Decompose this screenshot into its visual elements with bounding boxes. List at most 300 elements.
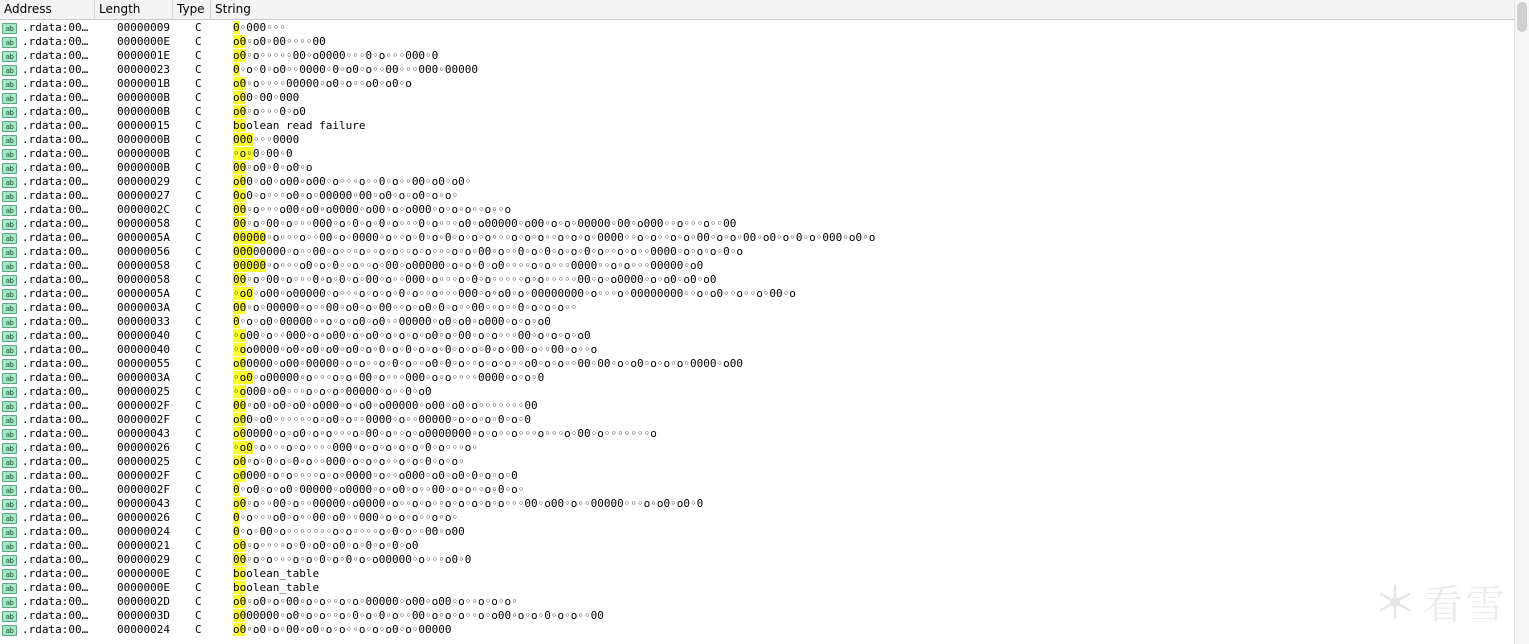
cell-type: C (195, 161, 202, 174)
cell-address: .rdata:00… (22, 63, 89, 76)
cell-string (231, 385, 1529, 399)
cell-string (231, 455, 1529, 469)
string-type-icon-cell (0, 497, 20, 511)
cell-type: C (195, 497, 202, 510)
search-match-highlight: 00 (233, 273, 247, 286)
column-header-address[interactable]: Address (0, 0, 95, 20)
cell-string (231, 623, 1529, 637)
abc-string-icon: ab (2, 23, 17, 34)
search-match-highlight: o0 (233, 427, 247, 440)
cell-address: .rdata:00… (22, 371, 89, 384)
abc-string-icon: ab (2, 65, 17, 76)
cell-address: .rdata:00… (22, 581, 89, 594)
search-match-highlight: ◦o (233, 329, 247, 342)
table-row[interactable] (0, 133, 1529, 147)
string-remainder: ◦o0◦o◦00◦o0◦o◦o◦◦o◦o◦o0◦o◦00000 (246, 623, 452, 636)
table-row[interactable] (0, 427, 1529, 441)
cell-type: C (195, 525, 202, 538)
string-type-icon-cell (0, 567, 20, 581)
cell-address: .rdata:00… (22, 483, 89, 496)
string-remainder: ◦o0◦o0◦o0◦o000◦o◦o0◦o00000◦o00◦o0◦o◦◦◦◦◦◦◦00 (246, 399, 538, 412)
column-header-type[interactable]: Type (173, 0, 211, 20)
cell-address: .rdata:00… (22, 329, 89, 342)
cell-address: .rdata:00… (22, 49, 89, 62)
string-type-icon-cell (0, 427, 20, 441)
cell-address: .rdata:00… (22, 357, 89, 370)
table-row[interactable] (0, 259, 1529, 273)
string-remainder: ◦o◦◦◦◦00000◦o0◦o◦◦o0◦o0◦o (246, 77, 412, 90)
cell-length: 00000043 (117, 497, 170, 510)
string-type-icon-cell (0, 217, 20, 231)
cell-string (231, 217, 1529, 231)
cell-length: 00000024 (117, 525, 170, 538)
abc-string-icon: ab (2, 303, 17, 314)
cell-address: .rdata:00… (22, 203, 89, 216)
table-row[interactable] (0, 77, 1529, 91)
string-remainder: ◦o◦◦◦◦◦00◦o0000◦◦◦0◦o◦◦◦000◦0 (246, 49, 439, 62)
table-row[interactable] (0, 245, 1529, 259)
cell-type: C (195, 35, 202, 48)
cell-length: 00000027 (117, 189, 170, 202)
cell-length: 0000002C (117, 203, 170, 216)
cell-length: 0000002F (117, 469, 170, 482)
cell-type: C (195, 553, 202, 566)
table-row[interactable] (0, 623, 1529, 637)
string-type-icon-cell (0, 49, 20, 63)
string-type-icon-cell (0, 245, 20, 259)
cell-address: .rdata:00… (22, 133, 89, 146)
table-row[interactable] (0, 539, 1529, 553)
cell-address: .rdata:00… (22, 595, 89, 608)
cell-string (231, 343, 1529, 357)
string-type-icon-cell (0, 623, 20, 637)
cell-address: .rdata:00… (22, 385, 89, 398)
string-remainder: olean_table (246, 581, 320, 594)
cell-length: 0000002F (117, 413, 170, 426)
string-remainder: ◦o◦00◦o◦◦◦◦◦◦◦o◦o◦◦◦◦o◦0◦o◦◦00◦o00 (239, 525, 465, 538)
cell-string (231, 357, 1529, 371)
abc-string-icon: ab (2, 37, 17, 48)
cell-string (231, 21, 1529, 35)
cell-length: 0000000E (117, 581, 170, 594)
column-header-length[interactable]: Length (95, 0, 173, 20)
cell-string (231, 413, 1529, 427)
cell-type: C (195, 203, 202, 216)
cell-type: C (195, 623, 202, 636)
cell-type: C (195, 231, 202, 244)
cell-length: 0000000E (117, 567, 170, 580)
cell-string (231, 301, 1529, 315)
string-remainder: ◦o◦◦◦o0◦o◦◦00◦o0◦◦000◦o◦o◦o◦◦o◦o◦ (239, 511, 459, 524)
string-type-icon-cell (0, 371, 20, 385)
string-type-icon-cell (0, 483, 20, 497)
cell-type: C (195, 119, 202, 132)
strings-list[interactable] (0, 21, 1529, 644)
cell-address: .rdata:00… (22, 525, 89, 538)
cell-string (231, 259, 1529, 273)
string-remainder: ◦o◦◦00◦o◦◦00000◦o0000◦o◦◦o◦o◦◦o◦o◦o◦o◦o◦◦◦00◦o00◦o◦◦00000◦◦◦o◦o0◦o0◦0 (246, 497, 704, 510)
cell-length: 00000058 (117, 259, 170, 272)
abc-string-icon: ab (2, 401, 17, 412)
cell-type: C (195, 441, 202, 454)
abc-string-icon: ab (2, 513, 17, 524)
cell-string (231, 427, 1529, 441)
search-match-highlight: o0 (233, 91, 247, 104)
cell-address: .rdata:00… (22, 287, 89, 300)
cell-length: 0000000B (117, 133, 170, 146)
table-row[interactable] (0, 357, 1529, 371)
cell-string (231, 441, 1529, 455)
cell-string (231, 511, 1529, 525)
cell-type: C (195, 189, 202, 202)
table-row[interactable] (0, 413, 1529, 427)
table-row[interactable] (0, 203, 1529, 217)
cell-address: .rdata:00… (22, 105, 89, 118)
table-row[interactable] (0, 385, 1529, 399)
table-row[interactable] (0, 441, 1529, 455)
cell-type: C (195, 343, 202, 356)
cell-length: 0000005A (117, 231, 170, 244)
cell-type: C (195, 133, 202, 146)
abc-string-icon: ab (2, 219, 17, 230)
table-row[interactable] (0, 105, 1529, 119)
search-match-highlight: ◦o0 (233, 371, 253, 384)
vertical-scrollbar[interactable] (1514, 0, 1529, 644)
table-row[interactable] (0, 567, 1529, 581)
string-remainder: olean_table (246, 567, 320, 580)
search-match-highlight: o0 (233, 105, 247, 118)
cell-length: 00000056 (117, 245, 170, 258)
cell-length: 00000009 (117, 21, 170, 34)
abc-string-icon: ab (2, 191, 17, 202)
cell-address: .rdata:00… (22, 301, 89, 314)
abc-string-icon: ab (2, 625, 17, 636)
abc-string-icon: ab (2, 135, 17, 146)
cell-string (231, 371, 1529, 385)
table-row[interactable] (0, 497, 1529, 511)
cell-type: C (195, 413, 202, 426)
table-row[interactable] (0, 287, 1529, 301)
abc-string-icon: ab (2, 317, 17, 328)
string-type-icon-cell (0, 413, 20, 427)
string-remainder: ◦o◦00000◦o◦◦00◦o0◦o◦00◦◦o◦o0◦0◦o◦◦00◦◦o◦◦0◦o◦o◦o◦◦ (246, 301, 578, 314)
cell-length: 00000058 (117, 217, 170, 230)
abc-string-icon: ab (2, 51, 17, 62)
table-row[interactable] (0, 175, 1529, 189)
cell-type: C (195, 91, 202, 104)
string-type-icon-cell (0, 469, 20, 483)
string-type-icon-cell (0, 133, 20, 147)
cell-type: C (195, 371, 202, 384)
search-match-highlight: bo (233, 567, 247, 580)
cell-length: 00000029 (117, 553, 170, 566)
cell-type: C (195, 427, 202, 440)
cell-type: C (195, 357, 202, 370)
column-header-string[interactable]: String (211, 0, 1529, 20)
cell-length: 0000000B (117, 105, 170, 118)
string-type-icon-cell (0, 595, 20, 609)
cell-type: C (195, 483, 202, 496)
abc-string-icon: ab (2, 611, 17, 622)
table-row[interactable] (0, 91, 1529, 105)
cell-address: .rdata:00… (22, 623, 89, 636)
abc-string-icon: ab (2, 149, 17, 160)
cell-length: 0000003A (117, 301, 170, 314)
search-match-highlight: o0 (233, 413, 247, 426)
string-remainder: 0◦o◦◦◦o0◦o◦00000◦00◦o0◦o◦o0◦o◦o◦ (246, 189, 459, 202)
cell-address: .rdata:00… (22, 567, 89, 580)
cell-address: .rdata:00… (22, 175, 89, 188)
string-type-icon-cell (0, 609, 20, 623)
abc-string-icon: ab (2, 121, 17, 132)
cell-address: .rdata:00… (22, 539, 89, 552)
cell-length: 0000002D (117, 595, 170, 608)
cell-address: .rdata:00… (22, 35, 89, 48)
cell-length: 00000023 (117, 63, 170, 76)
table-row[interactable] (0, 273, 1529, 287)
abc-string-icon: ab (2, 79, 17, 90)
search-match-highlight: o0 (233, 77, 247, 90)
table-row[interactable] (0, 483, 1529, 497)
table-row[interactable] (0, 119, 1529, 133)
search-match-highlight: o0 (233, 497, 247, 510)
cell-length: 00000024 (117, 623, 170, 636)
cell-type: C (195, 49, 202, 62)
cell-address: .rdata:00… (22, 441, 89, 454)
search-match-highlight: 00 (233, 399, 247, 412)
abc-string-icon: ab (2, 387, 17, 398)
cell-string (231, 133, 1529, 147)
cell-string (231, 525, 1529, 539)
cell-address: .rdata:00… (22, 399, 89, 412)
cell-address: .rdata:00… (22, 119, 89, 132)
search-match-highlight: 0 (233, 63, 240, 76)
search-match-highlight: 00 (233, 217, 247, 230)
table-row[interactable] (0, 469, 1529, 483)
cell-string (231, 231, 1529, 245)
string-type-icon-cell (0, 35, 20, 49)
search-match-highlight: bo (233, 581, 247, 594)
table-row[interactable] (0, 553, 1529, 567)
cell-type: C (195, 287, 202, 300)
cell-type: C (195, 245, 202, 258)
abc-string-icon: ab (2, 471, 17, 482)
cell-string (231, 77, 1529, 91)
cell-length: 0000002F (117, 483, 170, 496)
cell-string (231, 105, 1529, 119)
cell-length: 00000055 (117, 357, 170, 370)
string-type-icon-cell (0, 553, 20, 567)
table-row[interactable] (0, 301, 1529, 315)
cell-string (231, 329, 1529, 343)
string-remainder: ◦o◦o◦◦◦o◦o◦0◦o◦0◦o◦o00000◦o◦◦◦o0◦0 (246, 553, 472, 566)
cell-length: 0000002F (117, 399, 170, 412)
cell-string (231, 273, 1529, 287)
cell-address: .rdata:00… (22, 609, 89, 622)
search-match-highlight: o0 (233, 35, 247, 48)
cell-type: C (195, 567, 202, 580)
cell-length: 00000025 (117, 455, 170, 468)
table-row[interactable] (0, 455, 1529, 469)
cell-length: 00000043 (117, 427, 170, 440)
table-row[interactable] (0, 217, 1529, 231)
cell-type: C (195, 511, 202, 524)
cell-string (231, 245, 1529, 259)
table-row[interactable] (0, 63, 1529, 77)
table-row[interactable] (0, 35, 1529, 49)
cell-string (231, 287, 1529, 301)
cell-address: .rdata:00… (22, 315, 89, 328)
string-remainder: ◦o00◦o00000◦o◦◦◦o◦o◦o◦0◦o◦◦o◦◦◦000◦o◦o0◦o◦00000000◦o◦◦◦o◦00000000◦◦o◦o0◦◦o◦◦o◦00◦o (252, 287, 796, 300)
search-match-highlight: ◦o0 (233, 441, 253, 454)
cell-length: 00000033 (117, 315, 170, 328)
table-row[interactable] (0, 189, 1529, 203)
search-match-highlight: 00000 (233, 259, 267, 272)
abc-string-icon: ab (2, 93, 17, 104)
string-type-icon-cell (0, 315, 20, 329)
cell-address: .rdata:00… (22, 217, 89, 230)
string-remainder: ◦o◦◦◦◦o◦0◦o0◦o0◦o◦0◦o◦0◦o0 (246, 539, 419, 552)
cell-string (231, 497, 1529, 511)
cell-type: C (195, 539, 202, 552)
string-remainder: 0◦o0◦◦◦◦◦◦o◦o0◦o◦◦0000◦o◦◦00000◦o◦o◦o◦0◦o◦0 (246, 413, 532, 426)
table-row[interactable] (0, 525, 1529, 539)
string-remainder: ◦o0◦0◦o0◦o (246, 161, 313, 174)
table-row[interactable] (0, 315, 1529, 329)
string-type-icon-cell (0, 147, 20, 161)
search-match-highlight: 000 (233, 133, 253, 146)
search-match-highlight: o0 (233, 595, 247, 608)
table-row[interactable] (0, 511, 1529, 525)
string-remainder: ◦o◦◦◦o◦◦00◦o◦0000◦o◦◦o◦0◦o◦0◦o◦o◦o◦◦◦o◦o◦o◦◦o◦o◦o◦0000◦◦o◦o◦◦o◦o◦00◦o◦o◦00◦o0◦o◦0◦o◦000◦o0◦o (266, 231, 876, 244)
abc-string-icon: ab (2, 359, 17, 370)
cell-string (231, 189, 1529, 203)
table-row[interactable] (0, 161, 1529, 175)
string-remainder: ◦o00000◦o◦◦◦o◦o◦00◦o◦◦◦000◦o◦o◦◦◦◦0000◦o◦o◦0 (252, 371, 545, 384)
string-type-icon-cell (0, 21, 20, 35)
column-header-row (0, 0, 1529, 20)
cell-length: 00000040 (117, 343, 170, 356)
table-row[interactable] (0, 49, 1529, 63)
search-match-highlight: o0 (233, 49, 247, 62)
search-match-highlight: 0 (233, 483, 240, 496)
string-type-icon-cell (0, 161, 20, 175)
table-row[interactable] (0, 399, 1529, 413)
string-type-icon-cell (0, 273, 20, 287)
vertical-scrollbar-thumb[interactable] (1517, 2, 1527, 32)
string-remainder: ◦o◦o0◦00000◦◦o◦o◦o0◦o0◦◦00000◦o0◦o0◦o000◦o◦o◦o0 (239, 315, 551, 328)
cell-type: C (195, 329, 202, 342)
cell-string (231, 91, 1529, 105)
table-row[interactable] (0, 329, 1529, 343)
cell-address: .rdata:00… (22, 427, 89, 440)
cell-string (231, 147, 1529, 161)
cell-address: .rdata:00… (22, 343, 89, 356)
search-match-highlight: ◦o◦ (233, 147, 253, 160)
table-row[interactable] (0, 595, 1529, 609)
cell-address: .rdata:00… (22, 77, 89, 90)
cell-address: .rdata:00… (22, 245, 89, 258)
cell-length: 00000058 (117, 273, 170, 286)
cell-string (231, 49, 1529, 63)
cell-type: C (195, 273, 202, 286)
cell-length: 00000040 (117, 329, 170, 342)
string-type-icon-cell (0, 287, 20, 301)
abc-string-icon: ab (2, 541, 17, 552)
cell-type: C (195, 581, 202, 594)
abc-string-icon: ab (2, 415, 17, 426)
cell-address: .rdata:00… (22, 273, 89, 286)
string-type-icon-cell (0, 385, 20, 399)
search-match-highlight: 0 (233, 315, 240, 328)
cell-type: C (195, 259, 202, 272)
cell-string (231, 399, 1529, 413)
string-type-icon-cell (0, 189, 20, 203)
cell-string (231, 315, 1529, 329)
cell-string (231, 581, 1529, 595)
cell-type: C (195, 175, 202, 188)
table-row[interactable] (0, 371, 1529, 385)
cell-address: .rdata:00… (22, 497, 89, 510)
string-remainder: ◦◦◦0000 (252, 133, 300, 146)
string-type-icon-cell (0, 259, 20, 273)
string-remainder: ◦o◦00◦o◦◦◦0◦o◦0◦o◦00◦o◦◦000◦o◦◦◦o◦0◦o◦◦◦◦◦o◦o◦◦◦◦◦00◦o◦o0000◦o◦o0◦o0◦o0 (246, 273, 717, 286)
string-remainder: 000◦o◦o◦◦◦◦o◦o◦0000◦o◦◦o000◦o0◦o0◦0◦o◦o◦0 (246, 469, 518, 482)
cell-length: 00000015 (117, 119, 170, 132)
cell-address: .rdata:00… (22, 161, 89, 174)
cell-type: C (195, 217, 202, 230)
string-type-icon-cell (0, 77, 20, 91)
cell-address: .rdata:00… (22, 511, 89, 524)
table-row[interactable] (0, 343, 1529, 357)
abc-string-icon: ab (2, 289, 17, 300)
cell-address: .rdata:00… (22, 413, 89, 426)
cell-string (231, 539, 1529, 553)
cell-address: .rdata:00… (22, 189, 89, 202)
cell-string (231, 567, 1529, 581)
string-type-icon-cell (0, 91, 20, 105)
abc-string-icon: ab (2, 275, 17, 286)
search-match-highlight: o0 (233, 357, 247, 370)
table-row[interactable] (0, 147, 1529, 161)
string-type-icon-cell (0, 301, 20, 315)
table-row[interactable] (0, 609, 1529, 623)
abc-string-icon: ab (2, 205, 17, 216)
search-match-highlight: 00000 (233, 231, 267, 244)
abc-string-icon: ab (2, 499, 17, 510)
cell-address: .rdata:00… (22, 455, 89, 468)
cell-string (231, 35, 1529, 49)
cell-string (231, 553, 1529, 567)
table-row[interactable] (0, 21, 1529, 35)
string-remainder: ◦o◦00◦o◦◦◦000◦o◦0◦o◦0◦o◦◦◦0◦o◦◦◦o0◦o00000◦o00◦o◦o◦00000◦00◦o000◦◦o◦◦◦o◦◦00 (246, 217, 737, 230)
string-type-icon-cell (0, 231, 20, 245)
search-match-highlight: 00 (233, 301, 247, 314)
table-row[interactable] (0, 581, 1529, 595)
abc-string-icon: ab (2, 443, 17, 454)
cell-address: .rdata:00… (22, 147, 89, 160)
cell-string (231, 469, 1529, 483)
watermark-text: 看雪 (1423, 582, 1507, 628)
abc-string-icon: ab (2, 247, 17, 258)
string-remainder: ◦o◦◦◦o00◦o0◦o0000◦o00◦o◦o000◦o◦o◦o◦◦o◦◦o (246, 203, 512, 216)
string-remainder: ◦o◦◦◦o0◦o◦0◦◦o◦◦o◦00◦o00000◦o◦o◦0◦o0◦◦◦◦o◦o◦◦◦0000◦◦o◦o◦◦◦00000◦o0 (266, 259, 704, 272)
table-row[interactable] (0, 231, 1529, 245)
string-remainder: 0000◦o◦o0◦o◦o◦◦◦o◦00◦o◦◦o◦o0000000◦o◦o◦◦o◦◦◦o◦◦◦o◦00◦o◦◦◦◦◦◦◦o (246, 427, 657, 440)
cell-type: C (195, 105, 202, 118)
search-match-highlight: 0 (233, 21, 240, 34)
string-remainder: ◦o◦◦◦0◦o0 (246, 105, 306, 118)
